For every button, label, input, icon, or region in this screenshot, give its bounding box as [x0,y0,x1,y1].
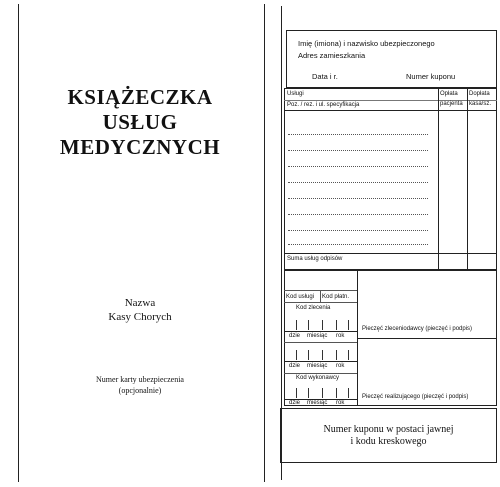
col-payment-bottom: pacjenta [440,101,463,107]
insured-name-label: Imię (imiona) i nazwisko ubezpieczonego [298,39,435,48]
entry-line [288,244,428,245]
table-header-divider [284,100,497,101]
issuer-code-label: Kod zlecenia [296,305,331,311]
col-payment-top: Opłata [440,91,458,97]
date-tick [308,350,309,360]
realizer-stamp-label: Pieczęć realizującego (pieczęć i podpis) [362,394,469,400]
insurance-card-note: (opcjonalnie) [118,386,162,395]
date-tick [308,388,309,398]
address-label: Adres zamieszkania [298,51,366,60]
cover-left-edge [18,4,19,482]
col-payment-header [440,91,463,108]
cover-title-line2: USŁUG [102,110,178,134]
coupon-number-plain: Numer kuponu w postaci jawnej [323,424,454,435]
entry-line [288,182,428,183]
fold-line [264,4,265,482]
code-row-bottom [284,302,357,303]
entry-line [288,230,428,231]
section-divider [284,373,357,374]
insurance-card-label: Numer karty ubezpieczenia [96,375,184,384]
executor-code-label: Kod wykonawcy [296,375,340,381]
code-issuer-label: Kod usługi [286,294,315,300]
date-tick [348,320,349,330]
authorization-middle [357,338,497,339]
date-tick [296,320,297,330]
date-tick [308,320,309,330]
date-baseline [284,331,357,332]
table-total-divider [284,253,497,254]
table-header-bottom [284,110,497,111]
cover-title-line3: MEDYCZNYCH [59,135,221,159]
coupon-barcode-label: i kodu kreskowego [350,436,427,447]
date-year-label: rok [336,333,345,339]
date-tick [336,320,337,330]
date-tick [322,350,323,360]
date-month-label: miesiąc [307,333,328,339]
date-baseline [284,361,357,362]
date-tick [336,388,337,398]
col-divider-1 [438,88,439,270]
col-charge-top: Dopłata [469,91,490,97]
date-day-label: dzie [289,333,301,339]
entry-line [288,150,428,151]
entry-line [288,198,428,199]
date-day-label: dzie [289,363,301,369]
date-tick [336,350,337,360]
date-tick [296,350,297,360]
entry-line [288,166,428,167]
issuer-stamp-label: Pieczęć zleceniodawcy (pieczęć i podpis) [362,326,473,332]
date-month-label: miesiąc [307,363,328,369]
code-signature-label: Kod płatn. [322,294,350,300]
code-row-top [284,290,357,291]
services-table [284,88,497,270]
fund-name-value: Kasy Chorych [108,311,172,323]
date-month-label: miesiąc [307,400,328,406]
date-year-label: rok [336,363,345,369]
date-label: Data i r. [312,72,338,81]
col-charge-header [469,91,491,108]
date-tick [348,350,349,360]
date-day-label: dzie [289,400,301,406]
date-tick [322,388,323,398]
date-year-label: rok [336,400,345,406]
date-tick [322,320,323,330]
entry-line [288,134,428,135]
entry-line [288,214,428,215]
section-divider [284,342,357,343]
cover-title-line1: KSIĄŻECZKA [67,85,213,109]
code-col-divider [320,290,321,302]
total-label: Suma usług odpisów [287,256,343,262]
date-tick [348,388,349,398]
col-divider-2 [467,88,468,270]
col-charge-bottom: kasa/sz. [469,101,492,107]
date-tick [296,388,297,398]
col-service-header: Usługi [287,91,304,97]
fund-name-label: Nazwa [124,297,156,309]
col-specification-header: Poz. / rez. i ul. specyfikacja [287,102,360,108]
coupon-number-label: Numer kuponu [406,72,456,81]
